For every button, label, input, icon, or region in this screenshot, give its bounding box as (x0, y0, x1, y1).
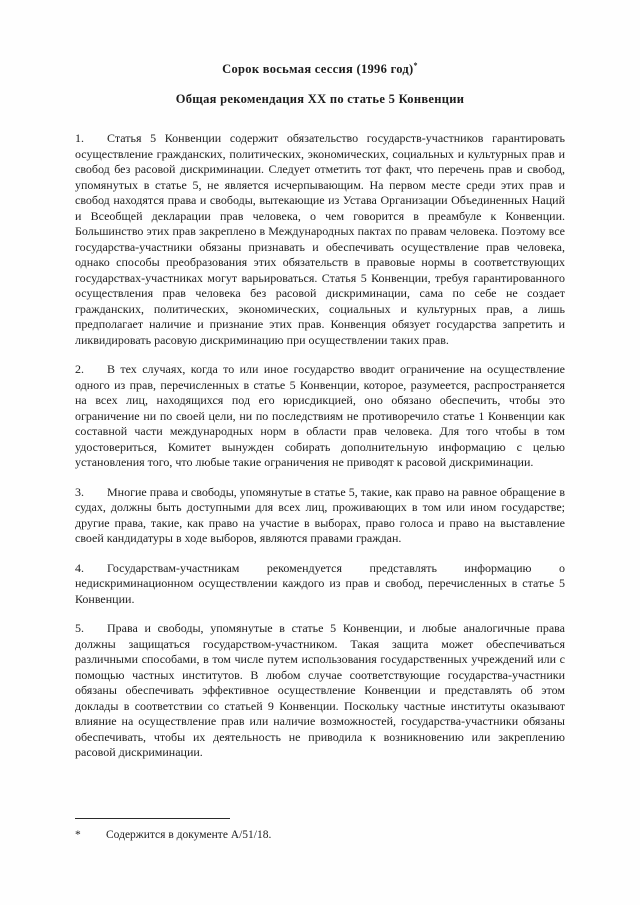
footnote (75, 818, 565, 843)
paragraph (75, 621, 565, 761)
paragraph-number: 2. (75, 362, 84, 376)
footnote-reference-marker: * (413, 60, 418, 70)
session-title-text: Сорок восьмая сессия (1996 год) (222, 62, 414, 76)
page-title: Общая рекомендация XX по статье 5 Конвенции (175, 92, 465, 106)
paragraph (75, 362, 565, 471)
paragraph-number: 5. (75, 621, 84, 635)
paragraph-number: 4. (75, 560, 84, 575)
paragraph (75, 561, 565, 608)
document-body (75, 131, 565, 761)
paragraph (75, 131, 565, 348)
paragraph-text: Государствам-участникам рекомендуется представлять информацию о недискриминационном осуществлении каждого из прав и свобод, перечисленных в статье 5 Конвенции. (75, 560, 565, 606)
paragraph-text: Права и свободы, упомянутые в статье 5 Конвенции, и любые аналогичные права должны защищаться государством-участником. Такая защита может обеспечиваться различными способами, в том числе путем использования государственных учреждений или с помощью частных институтов. В любом случае соответствующие государства-участники обязаны обеспечивать эффективное осуществление Конвенции и представлять об этом доклады в соответствии со статьей 9 Конвенции. Поскольку частные институты оказывают влияние на осуществление прав или наличие возможностей, государства-участники обязаны обеспечивать, чтобы их деятельность не приводила к возникновению или закреплению расовой дискриминации. (75, 621, 565, 759)
footnote-marker: * (75, 829, 81, 841)
paragraph-text: В тех случаях, когда то или иное государство вводит ограничение на осуществление одного из прав, перечисленных в статье 5 Конвенции, которое, разумеется, распространяется на всех лиц, находящихся под его юрисдикцией, оно обязано обеспечить, чтобы это ограничение ни по своей цели, ни по последствиям не противоречило статье 1 Конвенции как составной части международных норм в области прав человека. Для того чтобы в том удостовериться, Комитет вынужден собирать дополнительную информацию с целью установления того, что любые такие ограничения не приводят к расовой дискриминации. (75, 362, 565, 469)
paragraph-text: Многие права и свободы, упомянутые в статье 5, такие, как право на равное обращение в судах, должны быть доступными для всех лиц, проживающих в том или ином государстве; другие права, такие, как право на участие в выборах, право голоса и право на выставление своей кандидатуры в ходе выборов, являются правами граждан. (75, 484, 565, 545)
session-title (75, 62, 565, 76)
paragraph (75, 485, 565, 547)
paragraph-number: 3. (75, 484, 84, 499)
footnote-text: Содержится в документе A/51/18. (106, 829, 272, 841)
footnote-line (75, 828, 565, 843)
footnote-separator (75, 818, 230, 819)
paragraph-text: Статья 5 Конвенции содержит обязательство государств-участников гарантировать осуществление гражданских, политических, экономических, социальных и культурных прав и свобод без расовой дискриминации. Следует отметить тот факт, что перечень прав и свобод, упомянутых в статье 5, не является исчерпывающим. На первом месте среди этих прав и свобод находятся права и свободы, вытекающие из Устава Организации Объединенных Наций и Всеобщей декларации прав человека, о чем говорится в преамбуле к Конвенции. Большинство этих прав закреплено в Международных пактах по правам человека. Поэтому все государства-участники обязаны признавать и обеспечивать осуществление прав человека, однако способы преобразования этих обязательств в правовые нормы в соответствующих государствах-участниках могут варьироваться. Статья 5 Конвенции, требуя гарантированного осуществления прав человека без расовой дискриминации, сама по себе не создает гражданских, политических, экономических, социальных и культурных прав, а лишь предполагает наличие и признание этих прав. Конвенция обязует государства запретить и ликвидировать расовую дискриминацию при осуществлении таких прав. (75, 131, 565, 347)
paragraph-number: 1. (75, 131, 84, 145)
